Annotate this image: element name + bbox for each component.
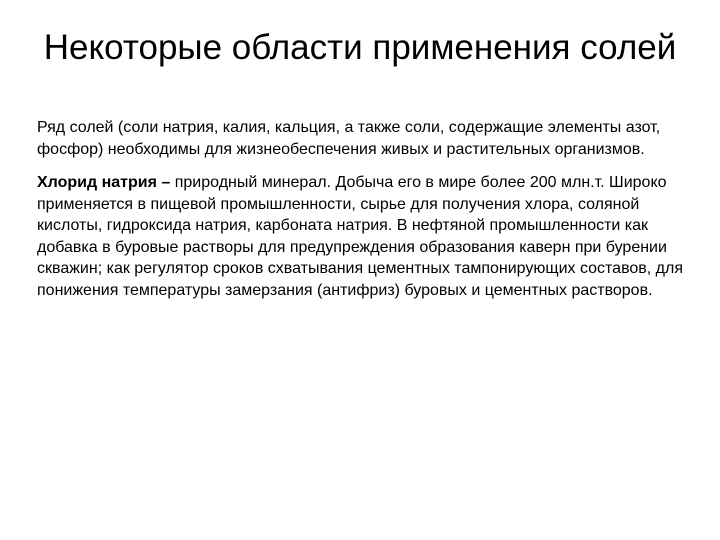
slide-body	[37, 117, 697, 313]
slide-title: Некоторые области применения солей	[43, 28, 677, 67]
sodium-chloride-text: природный минерал. Добыча его в мире более 200 млн.т. Широко применяется в пищевой промышленности, сырье для получения хлора, соляной кислоты, гидроксида натрия, карбоната натрия. В нефтяной промышленности как добавка в буровые растворы для предупреждения образования каверн при бурении скважин; как регулятор сроков схватывания цементных тампонирующих составов, для понижения температуры замерзания (антифриз) буровых и цементных растворов.	[37, 174, 684, 299]
sodium-chloride-term: Хлорид натрия –	[37, 174, 171, 191]
intro-paragraph-text: Ряд солей (соли натрия, калия, кальция, а также соли, содержащие элементы азот, фосфор) необходимы для жизнеобеспечения живых и растительных организмов.	[37, 119, 661, 158]
intro-paragraph	[37, 117, 697, 160]
sodium-chloride-paragraph	[37, 172, 697, 301]
